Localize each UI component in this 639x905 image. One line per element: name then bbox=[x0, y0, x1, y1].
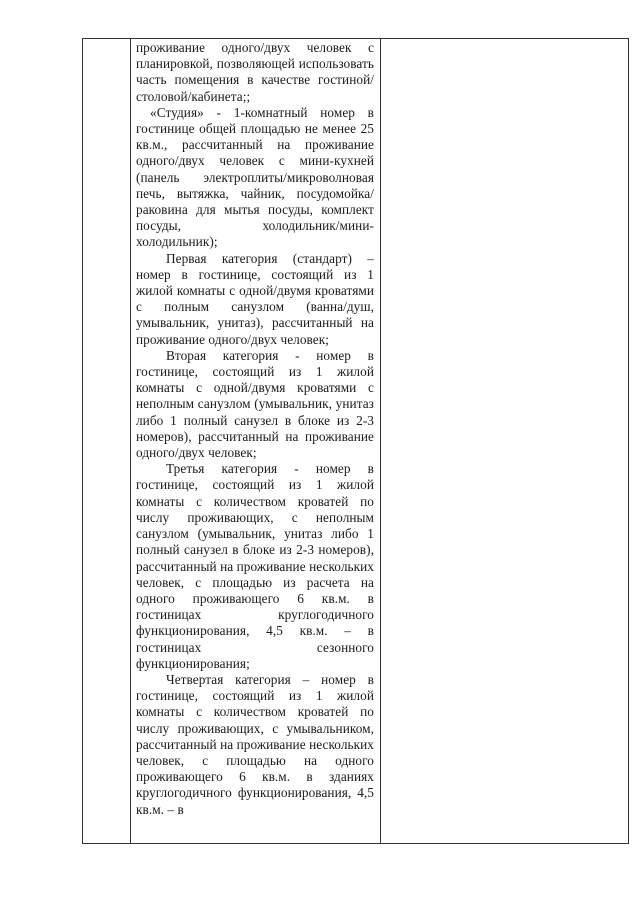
table-cell-content bbox=[136, 40, 374, 843]
paragraph-studio: «Студия» - 1-комнатный номер в гостинице общей площадью не менее 25 кв.м., рассчитанный на проживание одного/двух человек с мини-кухней (панель электроплиты/микроволновая печь, вытяжка, чайник, посудомойка/раковина для мытья посуды, комплект посуды, холодильник/мини-холодильник); bbox=[136, 104, 374, 250]
paragraph-third-category: Третья категория - номер в гостинице, состоящий из 1 жилой комнаты с количеством кроватей по числу проживающих, с неполным санузлом (умывальник, унитаз либо 1 полный санузел в блоке из 2-3 номеров), рассчитанный на проживание нескольких человек, с площадью из расчета на одного проживающего 6 кв.м. в гостиницах круглогодичного функционирования, 4,5 кв.м. – в гостиницах сезонного функционирования; bbox=[136, 461, 374, 671]
paragraph-first-category: Первая категория (стандарт) – номер в гостинице, состоящий из 1 жилой комнаты с одной/двумя кроватями с полным санузлом (ванна/душ, умывальник, унитаз), рассчитанный на проживание одного/двух человек; bbox=[136, 250, 374, 347]
paragraph-continuation: проживание одного/двух человек с планировкой, позволяющей использовать часть помещения в качестве гостиной/столовой/кабинета;; bbox=[136, 40, 374, 104]
table-cell-notes bbox=[380, 39, 628, 844]
paragraph-fourth-category: Четвертая категория – номер в гостинице, состоящий из 1 жилой комнаты с количеством кроватей по числу проживающих, с умывальником, рассчитанный на проживание нескольких человек, с площадью на одного проживающего 6 кв.м. в зданиях круглогодичного функционирования, 4,5 кв.м. – в bbox=[136, 671, 374, 817]
table-cell-number bbox=[83, 39, 130, 844]
table-divider-1 bbox=[130, 38, 131, 844]
paragraph-second-category: Вторая категория - номер в гостинице, состоящий из 1 жилой комнаты с одной/двумя кроватями с неполным санузлом (умывальник, унитаз либо 1 полный санузел в блоке из 2-3 номеров), рассчитанный на проживание одного/двух человек; bbox=[136, 347, 374, 461]
table-border-right bbox=[628, 38, 629, 844]
